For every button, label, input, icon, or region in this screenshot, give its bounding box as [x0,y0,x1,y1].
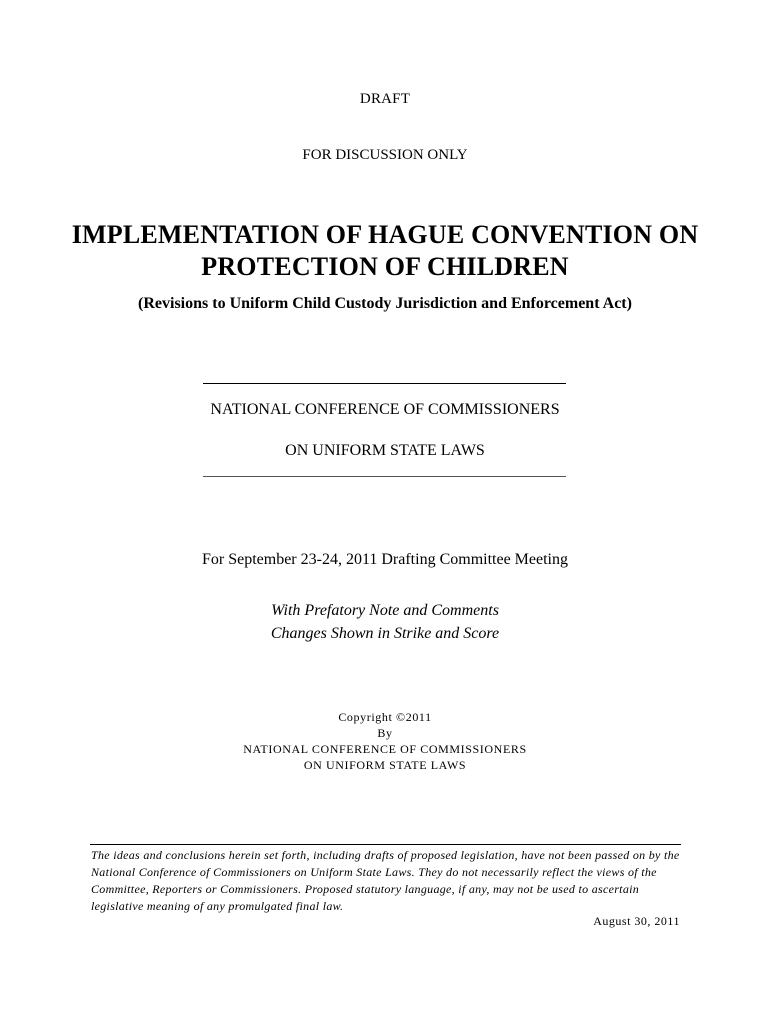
organization-line-1: NATIONAL CONFERENCE OF COMMISSIONERS [210,401,560,418]
copyright-line-2: By [377,726,393,740]
note-line-2: Changes Shown in Strike and Score [270,625,500,642]
copyright-line-3: NATIONAL CONFERENCE OF COMMISSIONERS [243,742,527,756]
divider-top [203,383,566,384]
organization-line-2: ON UNIFORM STATE LAWS [285,442,485,459]
document-subtitle: (Revisions to Uniform Child Custody Jurisdiction and Enforcement Act) [138,295,632,312]
draft-label: DRAFT [359,91,411,107]
copyright-line-1: Copyright ©2011 [338,710,432,724]
footer-divider [90,844,681,845]
copyright-line-4: ON UNIFORM STATE LAWS [303,758,467,772]
document-title-line-2: PROTECTION OF CHILDREN [201,252,569,281]
meeting-label: For September 23-24, 2011 Drafting Committee Meeting [201,551,568,568]
discussion-label: FOR DISCUSSION ONLY [302,147,468,163]
footer-disclaimer: The ideas and conclusions herein set forth, including drafts of proposed legislation, have not been passed on by the National Conference of Commissioners on Uniform State Laws. They do not necessarily reflect the views of the Committee, Reporters or Commissioners. Proposed statutory language, if any, may not be used to ascertain legislative meaning of any promulgated final law. [91,848,680,913]
note-line-1: With Prefatory Note and Comments [271,602,499,619]
footer-date: August 30, 2011 [593,914,680,928]
document-title-line-1: IMPLEMENTATION OF HAGUE CONVENTION ON [71,220,699,249]
divider-bottom [203,476,566,477]
document-title [0,219,770,283]
